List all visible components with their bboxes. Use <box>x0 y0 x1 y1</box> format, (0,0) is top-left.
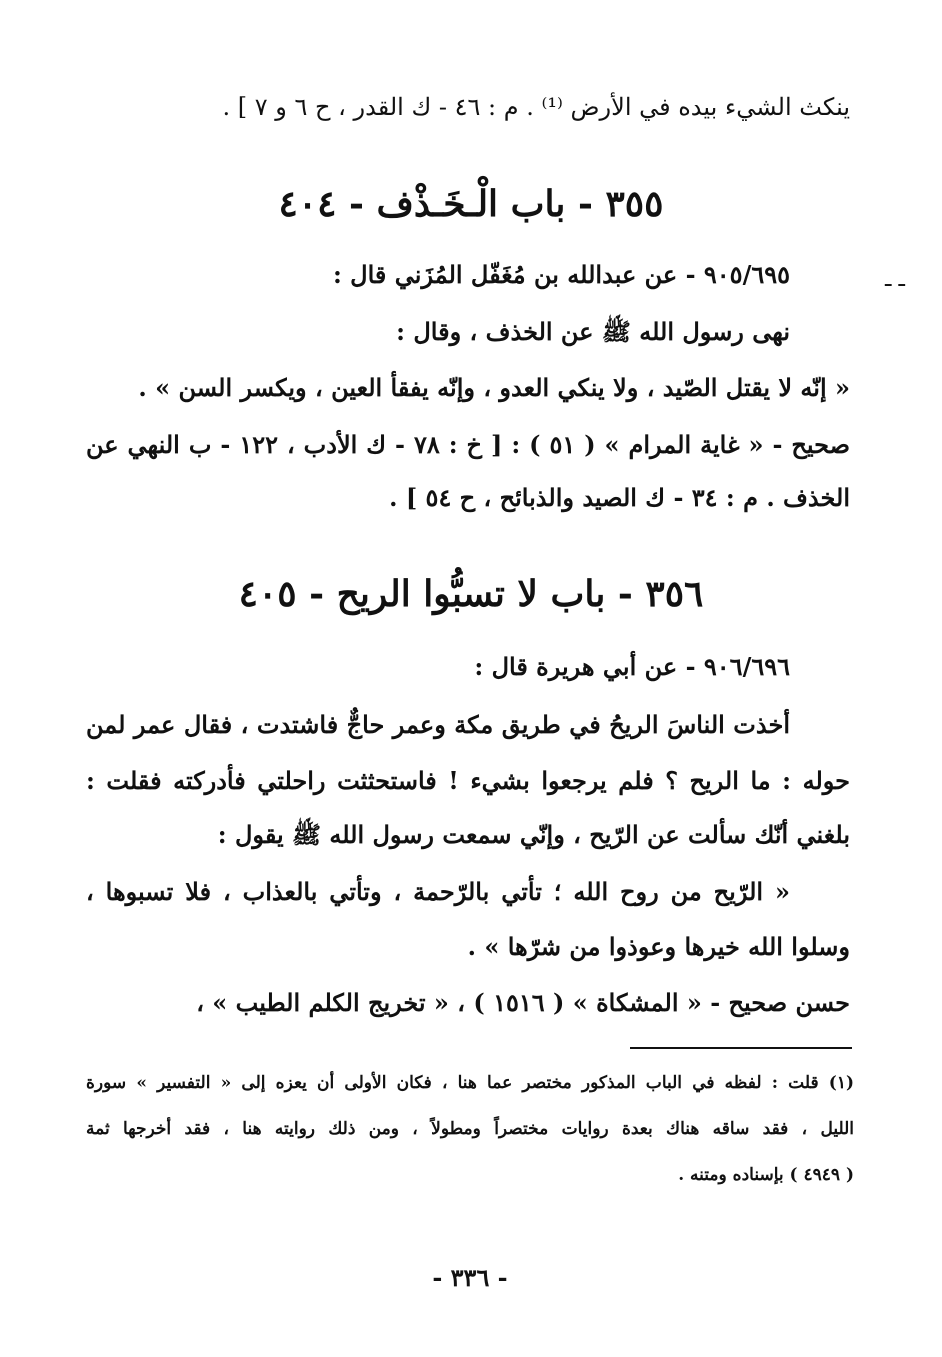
hadith-text-906-line-3: بلغني أنّك سألت عن الرّيح ، وإنّي سمعت رسول الله ﷺ يقول : <box>217 820 850 849</box>
footnote-line-2: الليل ، فقد ساقه هناك بعدة روايات مختصراً ومطولاً ، ومن ذلك روايته هنا ، فقد أخرجها ثمة <box>86 1119 854 1139</box>
hadith-text-906-line-2: حوله : ما الريح ؟ فلم يرجعوا بشيء ! فاستحثثت راحلتي فأدركته فقلت : <box>86 766 850 795</box>
footnote-separator <box>630 1047 852 1049</box>
footnote-line-3: ( ٤٩٤٩ ) بإسناده ومتنه . <box>678 1165 854 1185</box>
hadith-text-906-line-4: « الرّيح من روح الله ؛ تأتي بالرّحمة ، وتأتي بالعذاب ، فلا تسبوها ، <box>86 877 790 906</box>
footnote-line-1: (١) قلت : لفظه في الباب المذكور مختصر عما هنا ، فكان الأولى أن يعزه إلى « التفسير » سورة <box>86 1073 854 1093</box>
chapter-title-355: ٣٥٥ - باب الْـخَـذْف - ٤٠٤ <box>278 183 664 225</box>
hadith-intro-905: ٩٠٥/٦٩٥ - عن عبدالله بن مُغَفّل المُزَني قال : <box>332 260 790 289</box>
grading-906-line-1: حسن صحيح - « المشكاة » ( ١٥١٦ ) ، « تخريج الكلم الطيب » ، <box>196 988 850 1017</box>
top-continuation-line: ينكث الشيء بيده في الأرض ⁽¹⁾ . م : ٤٦ - ك القدر ، ح ٦ و ٧ ] . <box>222 93 850 121</box>
chapter-title-356: ٣٥٦ - باب لا تسبُّوا الريح - ٤٠٥ <box>238 573 704 615</box>
page-number: - ٣٣٦ - <box>432 1263 508 1292</box>
margin-mark: ـ ـ <box>885 267 905 292</box>
hadith-intro-906: ٩٠٦/٦٩٦ - عن أبي هريرة قال : <box>474 652 790 681</box>
hadith-text-906-line-5: وسلوا الله خيرها وعوذوا من شرّها » . <box>467 932 850 961</box>
grading-905-line-1: صحيح - « غاية المرام » ( ٥١ ) : [ خ : ٧٨ - ك الأدب ، ١٢٢ - ب النهي عن <box>86 430 850 459</box>
hadith-text-905-line-1: نهى رسول الله ﷺ عن الخذف ، وقال : <box>396 317 790 346</box>
hadith-text-906-line-1: أخذت الناسَ الريحُ في طريق مكة وعمر حاجٌّ فاشتدت ، فقال عمر لمن <box>86 710 790 739</box>
grading-905-line-2: الخذف . م : ٣٤ - ك الصيد والذبائح ، ح ٥٤ ] . <box>389 483 850 512</box>
hadith-text-905-line-2: « إنّه لا يقتل الصّيد ، ولا ينكي العدو ، وإنّه يفقأ العين ، ويكسر السن » . <box>138 373 850 402</box>
